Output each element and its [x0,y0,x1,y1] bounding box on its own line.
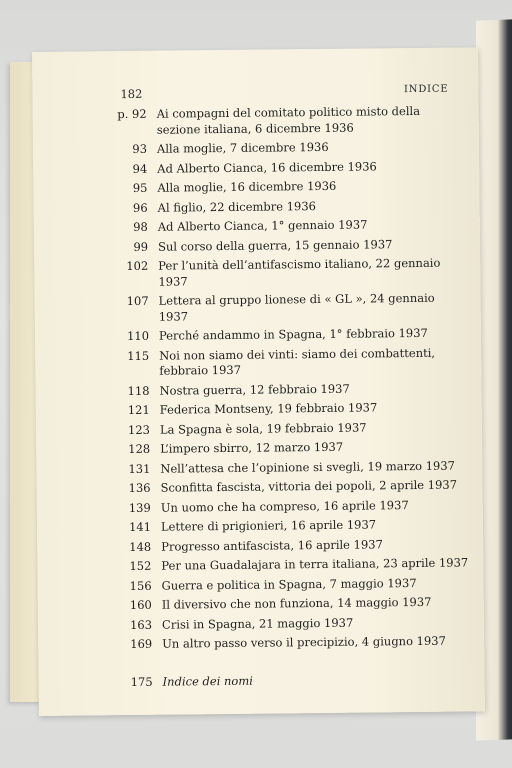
book-page [32,47,485,716]
toc-page-number: 139 [128,500,151,515]
toc-entry [109,536,469,555]
toc-page-number: 141 [128,519,152,535]
toc-page-number: 98 [133,219,148,234]
toc-entry [108,419,468,438]
toc-entry [108,458,468,477]
toc-page-number: 121 [127,402,150,418]
toc-page-number: 102 [126,258,149,274]
toc-title: Lettere di prigionieri, 16 aprile 1937 [160,517,377,534]
toc-entry [105,103,465,138]
toc-title: Nell’attesa che l’opinione si svegli, 19 marzo 1937 [160,458,456,476]
toc-title: Progresso antifascista, 16 aprile 1937 [161,536,383,554]
toc-page-number: 107 [126,293,149,309]
toc-page-number: 123 [127,422,151,437]
toc-title: Ad Alberto Cianca, 1° gennaio 1937 [157,217,368,234]
toc-entry [106,255,466,290]
toc-page-number: 128 [128,441,151,457]
toc-entry [105,158,465,177]
toc-page-number: 95 [132,180,148,195]
toc-title: Al figlio, 22 dicembre 1936 [157,198,317,215]
toc-entry [105,177,465,196]
toc-page-number: 163 [129,617,153,632]
toc-entry [106,236,466,255]
toc-title: Sul corso della guerra, 15 gennaio 1937 [157,236,393,254]
toc-title: Lettera al gruppo lionese di « GL », 24 gennaio 1937 [158,290,435,324]
toc-title: Alla moglie, 7 dicembre 1936 [156,139,329,156]
page-number: 182 [120,86,143,102]
toc-entry [109,555,469,574]
toc-page-number: 93 [132,141,148,156]
toc-title: L’impero sbirro, 12 marzo 1937 [160,439,344,456]
page-header [120,84,448,103]
toc-title: Guerra e politica in Spagna, 7 maggio 1937 [161,575,417,593]
toc-title: La Spagna è sola, 19 febbraio 1937 [159,420,367,437]
toc-page-number: 152 [129,558,152,574]
toc-title: Il diversivo che non funziona, 14 maggio 1937 [161,594,432,612]
toc-entry [107,380,467,399]
toc-entry [110,575,470,594]
toc-entry [107,290,467,325]
toc-entry [110,594,470,613]
toc-page-number: 136 [128,480,151,496]
toc-page-number: 169 [130,636,153,652]
toc-page-number: 175 [130,674,153,689]
toc-title: Per una Guadalajara in terra italiana, 23 aprile 1937 [161,555,469,573]
toc-title: Perché andammo in Spagna, 1° febbraio 1937 [158,325,428,343]
toc-entry [108,399,468,418]
toc-title: Federica Montseny, 19 febbraio 1937 [159,400,378,417]
toc-page-number: 110 [126,328,150,344]
toc-page-number: 148 [129,539,152,554]
toc-page-number: 118 [127,383,150,398]
toc-entry [107,345,467,380]
toc-page-number: 115 [127,348,150,363]
toc-entry [108,438,468,457]
toc-page-number: 99 [133,239,149,254]
toc-entry [110,633,470,652]
table-of-contents [105,103,471,694]
toc-entry [108,477,468,496]
toc-page-number: 156 [129,578,152,593]
toc-entry [106,216,466,235]
toc-title: Un altro passo verso il precipizio, 4 giugno 1937 [162,633,446,651]
toc-entry-index [111,671,471,690]
toc-page-number: 94 [132,161,148,176]
toc-title: Nostra guerra, 12 febbraio 1937 [159,381,350,398]
toc-page-number: p. 92 [117,106,147,122]
toc-title: Per l’unità dell’antifascismo italiano, 22 gennaio 1937 [158,255,441,289]
toc-entry [110,614,470,633]
toc-title: Noi non siamo dei vinti: siamo dei combattenti, febbraio 1937 [159,345,436,378]
toc-title: Alla moglie, 16 dicembre 1936 [157,178,337,195]
toc-page-number: 160 [129,597,152,613]
toc-entry [105,138,465,157]
toc-title: Ad Alberto Cianca, 16 dicembre 1936 [157,158,377,176]
toc-page-number: 96 [132,200,148,215]
toc-title: Sconfitta fascista, vittoria dei popoli, 2 aprile 1937 [160,477,458,495]
toc-title: Crisi in Spagna, 21 maggio 1937 [161,615,354,632]
toc-entry [109,497,469,516]
toc-title: Un uomo che ha compreso, 16 aprile 1937 [160,497,409,515]
toc-page-number: 131 [128,461,151,476]
running-title: INDICE [403,83,449,96]
toc-entry [106,197,466,216]
toc-entry [109,516,469,535]
toc-title: Indice dei nomi [162,673,253,689]
toc-entry [107,325,467,344]
toc-title: Ai compagni del comitato politico misto della sezione italiana, 6 dicembre 1936 [156,103,421,137]
